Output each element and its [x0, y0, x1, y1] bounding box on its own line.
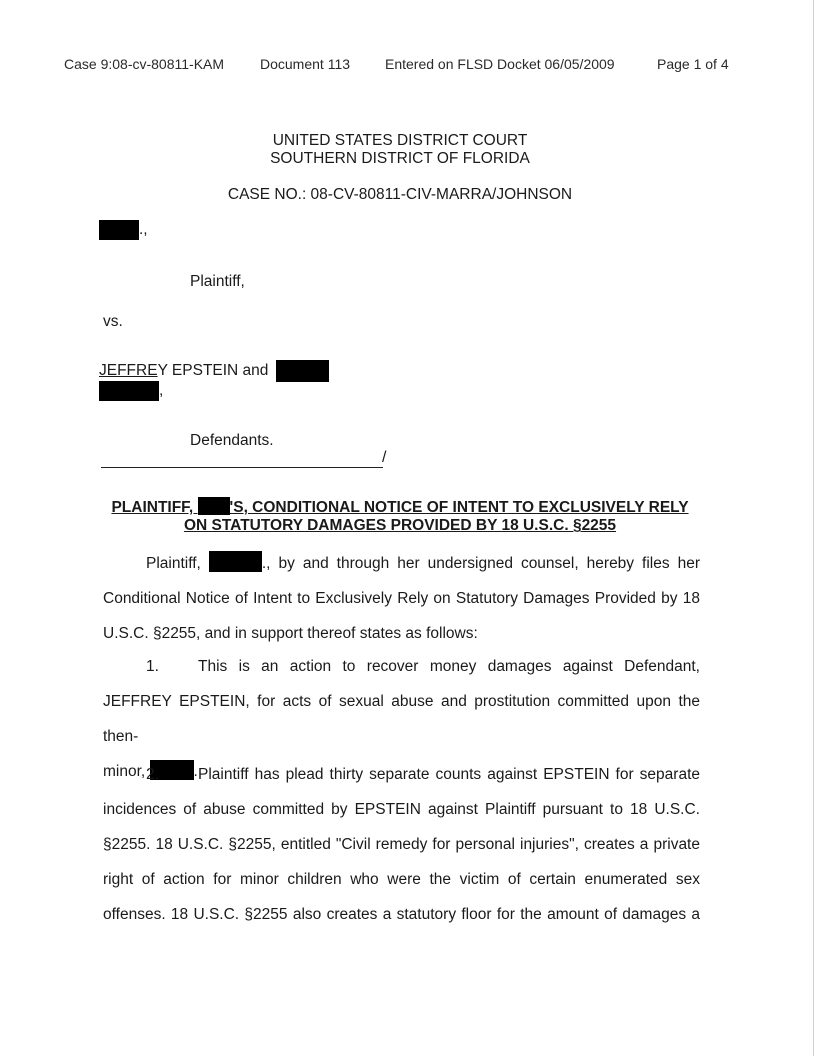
title-line-2b: STATUTORY DAMAGES PROVIDED BY 18 U.S.C. §2255: [211, 517, 617, 534]
document-title: [95, 497, 705, 535]
para2-line-2: incidences of abuse committed by EPSTEIN against Plaintiff pursuant to 18 U.S.C.: [103, 801, 700, 818]
header-page-number: Page 1 of 4: [657, 56, 729, 72]
redaction-box: [198, 497, 230, 515]
court-name: UNITED STATES DISTRICT COURT: [272, 132, 528, 149]
case-number-line: CASE NO.: 08-CV-80811-CIV-MARRA/JOHNSON: [227, 186, 573, 203]
defendant-name-end: Y EPSTEIN and: [157, 362, 269, 380]
paragraph-2: [103, 757, 700, 932]
para1-line-1: [103, 649, 700, 684]
docket-header: [64, 56, 729, 72]
redaction-box: [209, 551, 262, 572]
defendants-label: Defendants.: [190, 432, 274, 449]
header-entered-date: Entered on FLSD Docket 06/05/2009: [385, 56, 615, 72]
para1-line-3-start: minor,: [103, 763, 150, 780]
court-district: SOUTHERN DISTRICT OF FLORIDA: [270, 150, 530, 167]
para2-line-5: offenses. 18 U.S.C. §2255 also creates a statutory floor for the amount of damages a: [103, 906, 700, 923]
defendant-name-start: JEFFRE: [99, 362, 158, 380]
intro-paragraph: [103, 546, 700, 651]
para2-line-1: [103, 757, 700, 792]
intro-line-2: Conditional Notice of Intent to Exclusively Rely on Statutory Damages Provided by 18: [103, 590, 700, 607]
redaction-box: [99, 220, 139, 240]
title-part-1: PLAINTIFF,: [111, 499, 198, 516]
para2-line-3: §2255. 18 U.S.C. §2255, entitled "Civil remedy for personal injuries", creates a private: [103, 836, 700, 853]
plaintiff-name-line: [99, 220, 148, 240]
header-document-number: Document 113: [260, 56, 351, 72]
para1-line-1-text: This is an action to recover money damages against Defendant,: [198, 658, 700, 675]
intro-line-1: [103, 546, 700, 581]
title-part-2: 'S, CONDITIONAL NOTICE OF INTENT TO EXCLUSIVELY RELY: [229, 499, 689, 516]
defendant2-name-line: [99, 381, 163, 401]
para1-line-3-end: .: [193, 763, 198, 780]
header-case-number: Case 9:08-cv-80811-KAM: [64, 56, 225, 72]
court-heading: [0, 132, 800, 168]
intro-after-redaction: ., by and through her undersigned counsel, hereby files her: [261, 555, 701, 572]
defendant-name-line: [99, 360, 329, 382]
title-line-1: [95, 497, 705, 517]
plaintiff-label: Plaintiff,: [190, 273, 245, 290]
intro-line-3: U.S.C. §2255, and in support thereof states as follows:: [103, 625, 478, 642]
para2-number: 2.: [146, 766, 159, 783]
para1-line-2: JEFFREY EPSTEIN, for acts of sexual abuse and prostitution committed upon the then-: [103, 693, 700, 745]
title-line-2: [95, 517, 705, 535]
para2-line-1-text: Plaintiff has plead thirty separate counts against EPSTEIN for separate: [198, 766, 700, 783]
plaintiff-name-suffix: .,: [139, 221, 148, 239]
caption-slash: /: [382, 449, 387, 466]
page-edge-line: [813, 0, 814, 1056]
para2-line-4: right of action for minor children who were the victim of certain enumerated sex: [103, 871, 700, 888]
title-line-2a: ON: [183, 517, 212, 534]
defendant2-suffix: ,: [159, 382, 164, 400]
caption-divider-line: [101, 467, 383, 468]
intro-start: Plaintiff,: [146, 555, 209, 572]
para1-number: 1.: [146, 658, 159, 675]
redaction-box: [99, 381, 159, 401]
versus-label: vs.: [103, 313, 123, 330]
redaction-box: [276, 360, 329, 382]
